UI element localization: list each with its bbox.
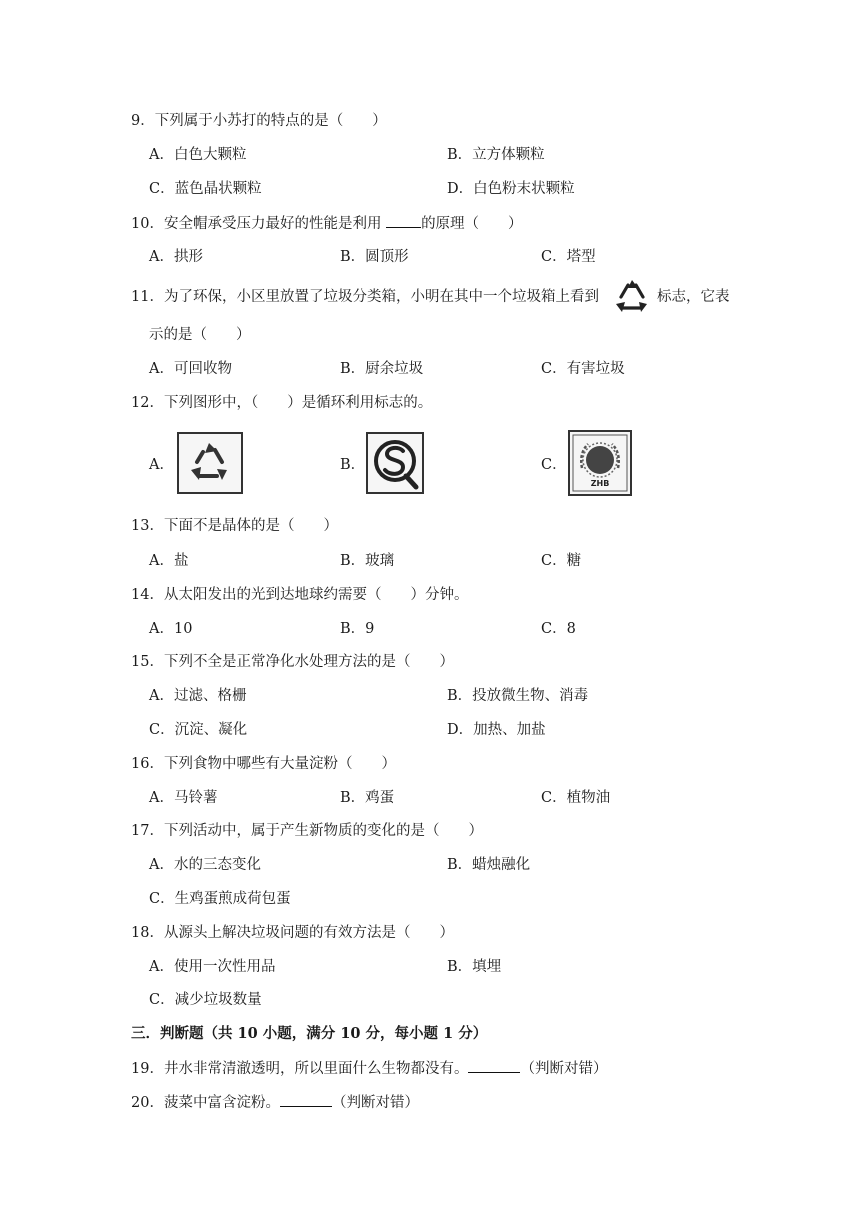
quality-safety-logo	[366, 432, 424, 494]
q16-option-a: A．马铃薯	[149, 790, 218, 806]
q18-option-b: B．填埋	[447, 959, 502, 975]
recycle-triangle-icon	[611, 278, 653, 314]
q10-stem-post: 的原理（ ）	[421, 216, 523, 232]
q17-option-a: A．水的三态变化	[149, 857, 261, 873]
q19-suffix: （判断对错）	[520, 1061, 608, 1077]
q13-option-c: C．糖	[541, 553, 582, 569]
q16-option-b: B．鸡蛋	[340, 790, 395, 806]
q9-option-c: C．蓝色晶状颗粒	[149, 181, 262, 197]
q10-option-a: A．拱形	[149, 249, 203, 265]
q15-option-d: D．加热、加盐	[447, 722, 546, 738]
q11-option-b: B．厨余垃圾	[340, 361, 424, 377]
q20-stem: 20．菠菜中富含淀粉。	[131, 1095, 280, 1111]
q12-option-a: A．	[149, 457, 174, 473]
q11-stem-pre: 11．为了环保，小区里放置了垃圾分类箱，小明在其中一个垃圾箱上看到	[131, 289, 599, 305]
q15-option-b: B．投放微生物、消毒	[447, 688, 589, 704]
q19-answer-blank[interactable]	[468, 1058, 520, 1073]
q16-stem: 16．下列食物中哪些有大量淀粉（ ）	[131, 756, 396, 772]
q10-stem-pre: 10．安全帽承受压力最好的性能是利用	[131, 216, 382, 232]
q20-suffix: （判断对错）	[331, 1095, 419, 1111]
q14-option-c: C．8	[541, 621, 576, 637]
q15-stem: 15．下列不全是正常净化水处理方法的是（ ）	[131, 654, 454, 670]
q12-option-b: B．	[340, 457, 366, 473]
q20	[131, 1092, 419, 1113]
q10-option-c: C．塔型	[541, 249, 596, 265]
q17-option-b: B．蜡烛融化	[447, 857, 531, 873]
q13-stem: 13．下面不是晶体的是（ ）	[131, 518, 338, 534]
q11-option-c: C．有害垃圾	[541, 361, 625, 377]
q15-option-c: C．沉淀、凝化	[149, 722, 248, 738]
q13-option-b: B．玻璃	[340, 553, 395, 569]
q17-option-c: C．生鸡蛋煎成荷包蛋	[149, 891, 291, 907]
q11-option-a: A．可回收物	[149, 361, 232, 377]
q11-stem-line1	[131, 287, 599, 307]
q20-answer-blank[interactable]	[280, 1092, 332, 1107]
q18-option-a: A．使用一次性用品	[149, 959, 276, 975]
environmental-label-logo	[568, 430, 632, 496]
q15-option-a: A．过滤、格栅	[149, 688, 247, 704]
recycle-symbol-logo	[177, 432, 243, 494]
q17-stem: 17．下列活动中，属于产生新物质的变化的是（ ）	[131, 823, 483, 839]
q18-option-c: C．减少垃圾数量	[149, 992, 262, 1008]
q14-option-a: A．10	[149, 621, 193, 637]
q11-stem-post: 标志，它表	[657, 289, 730, 305]
section3-title: 三．判断题（共 10 小题，满分 10 分，每小题 1 分）	[131, 1025, 488, 1042]
q19-stem: 19．井水非常清澈透明，所以里面什么生物都没有。	[131, 1061, 469, 1077]
q9-option-b: B．立方体颗粒	[447, 147, 545, 163]
q9-option-d: D．白色粉末状颗粒	[447, 181, 575, 197]
q14-stem: 14．从太阳发出的光到达地球约需要（ ）分钟。	[131, 587, 469, 603]
environmental-logo-text: ZHB	[590, 479, 610, 488]
q13-option-a: A．盐	[149, 553, 189, 569]
q11-stem-line2: 示的是（ ）	[149, 327, 251, 343]
q19	[131, 1058, 607, 1079]
q9-stem: 9．下列属于小苏打的特点的是（ ）	[131, 113, 387, 129]
q10-option-b: B．圆顶形	[340, 249, 409, 265]
q18-stem: 18．从源头上解决垃圾问题的有效方法是（ ）	[131, 925, 454, 941]
q9-option-a: A．白色大颗粒	[149, 147, 247, 163]
q12-option-c: C．	[541, 457, 567, 473]
q10-stem	[131, 213, 523, 234]
q16-option-c: C．植物油	[541, 790, 611, 806]
q14-option-b: B．9	[340, 621, 375, 637]
q12-stem: 12．下列图形中，（ ）是循环利用标志的。	[131, 395, 433, 411]
q10-blank	[386, 213, 421, 228]
